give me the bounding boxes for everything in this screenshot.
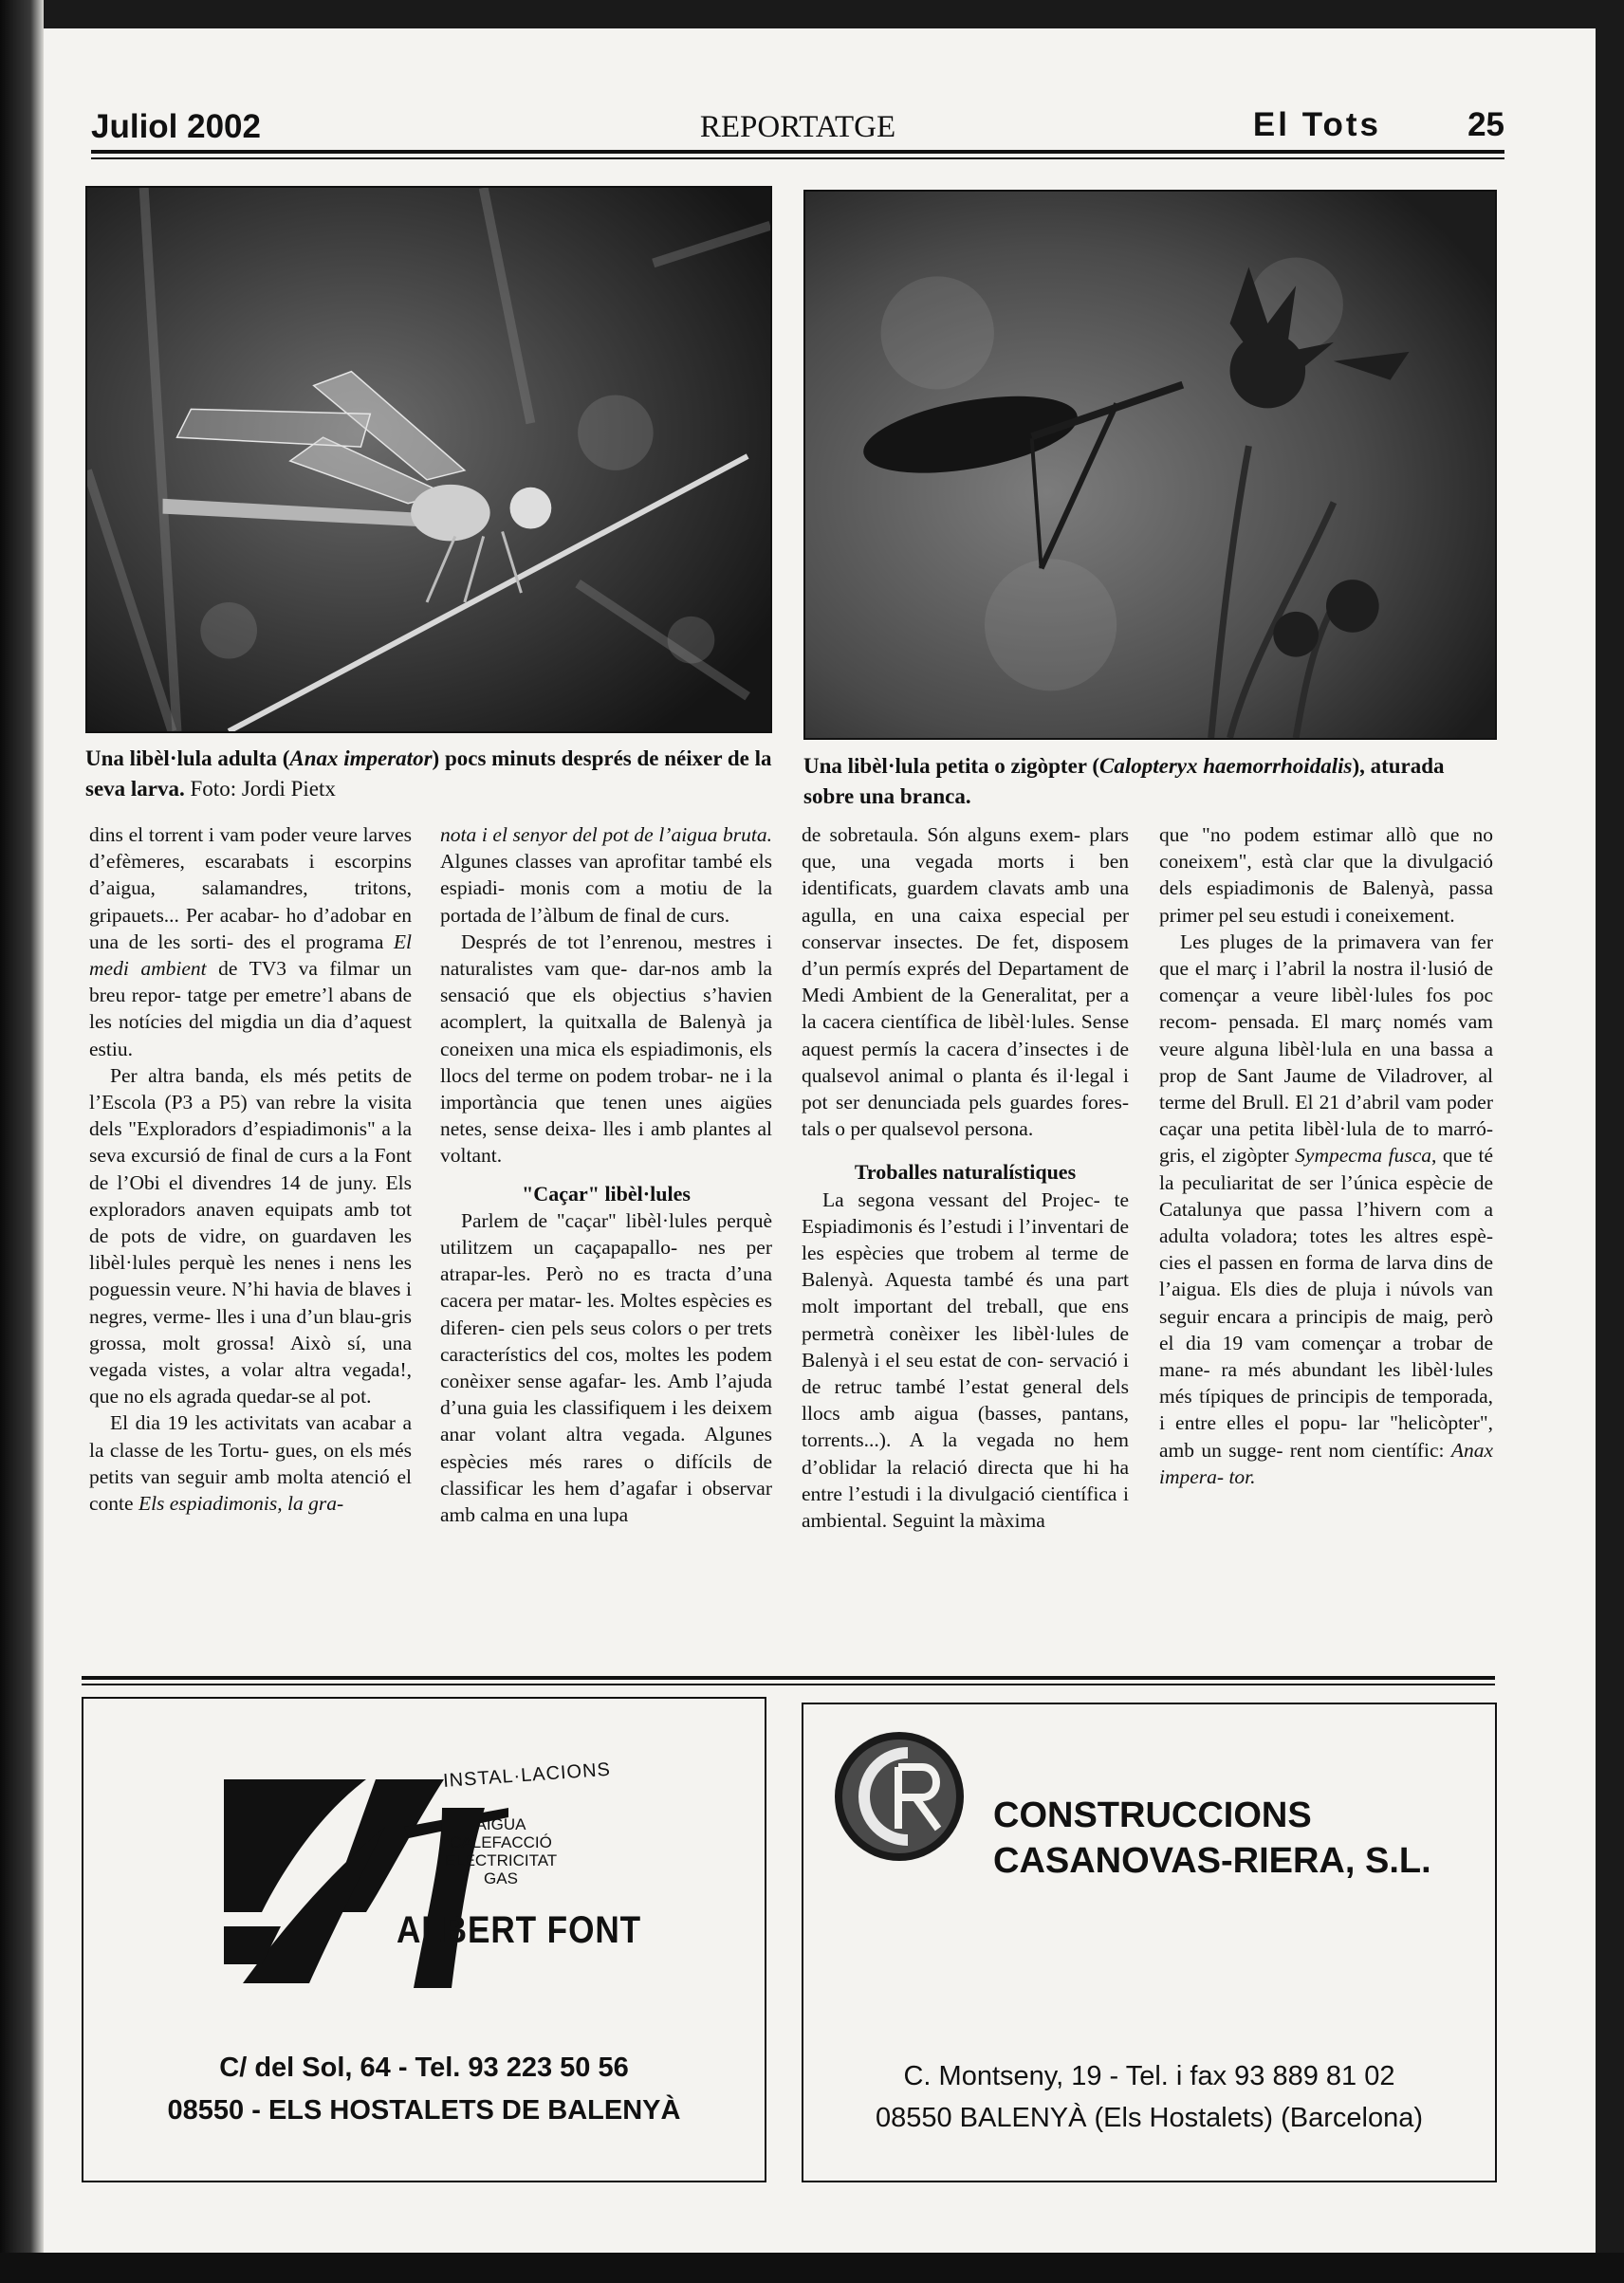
business-address: C. Montseny, 19 - Tel. i fax 93 889 81 02 [903,2061,1395,2091]
caption-text: ) pocs minuts després de néixer de la seva larva. [85,746,772,801]
subheading: "Caçar" libèl·lules [522,1181,691,1206]
business-city: 08550 BALENYÀ (Els Hostalets) (Barcelona) [875,2103,1424,2133]
paragraph: de sobretaula. Són alguns exem- plars que, una vegada morts i ben identificats, guardem clavats amb una agulla, en una caixa especial per conservar insectes. De fet, disposem d’un permís exprés del Departament de Medi Ambient de la Generalitat, per a la cacera científica de libèl·lules. Sense aquest permís la cacera d’insectes i de qualsevol animal o planta és il·legal i pot ser denunciada pels guardes fores- tals o per qualsevol persona. [802,823,1129,1141]
business-city: 08550 - ELS HOSTALETS DE BALENYÀ [167,2095,681,2126]
text-run: Les pluges de la primavera van fer que el març i l’abril la nostra il·lusió de començar a veure libèl·lules fos poc recom- pensada. El març només vam veure alguna libèl·lula en una bassa a prop de Sant Jaume de Viladrover, al terme del Brull. El 21 d’abril vam poder caçar una petita libèl·lula de to marró- gris, el zigòpter [1159,930,1493,1168]
albert-font-ad [82,1697,766,2182]
page-number: 25 [1467,106,1504,143]
subheading: Troballes naturalístiques [854,1160,1077,1185]
text-run: Algunes classes van aprofitar també els espiadi- monis com a motiu de la portada de l’àlbum de final de curs. [440,850,772,927]
dragonfly-photo [85,186,772,733]
species-name: Anax imperator [289,746,433,770]
header-rule-thin [91,157,1504,159]
caption-text: ), aturada sobre una branca. [803,754,1445,808]
program-title: El medi ambient [89,930,412,981]
issue-date: Juliol 2002 [91,108,261,145]
scan-bottom-edge [0,2253,1624,2283]
article-column-1 [89,821,412,1517]
photo-credit: Foto: Jordi Pietx [184,777,336,801]
right-photo-caption [803,751,1497,812]
story-title: nota i el senyor del pot de l’aigua bruta. [440,823,772,846]
paragraph: Per altra banda, els més petits de l’Escola (P3 a P5) van rebre la visita dels "Exploradors d’espiadimonis" a la seva excursió de final de curs a la Font de l’Obi el divendres 14 de juny. Els exploradors anaven equipats amb tot de pots de vidre, on guardaven les libèl·lules perquè les nenes i nens les poguessin veure. N’hi havia de blaves i negres, verme- lles i una d’un blau-gris grossa, molt grossa! Això sí, una vegada vistes, a volar altra vegada!, que no els agrada quedar-se al pot. [89,1063,412,1408]
paragraph: La segona vessant del Projec- te Espiadimonis és l’estudi i l’inventari de les espècies que trobem al terme de Balenyà. Aquesta també és una part molt important del treball, que ens permetrà conèixer les libèl·lules de Balenyà i el seu estat de con- servació i de retruc també l’estat general dels llocs amb aigua (basses, pantans, torrents...). A la vegada no hem d’oblidar la relació directa que hi ha entre l’estudi i la divulgació científica i ambiental. Seguint la màxima [802,1188,1129,1533]
paragraph [440,821,772,929]
ads-divider-rule-thin [82,1684,1495,1685]
page-header [91,104,1504,148]
caption-text: Una libèl·lula petita o zigòpter ( [803,754,1099,778]
header-rule [91,150,1504,154]
paragraph [89,821,412,1062]
paragraph: Després de tot l’enrenou, mestres i naturalistes vam que- dar-nos amb la sensació que els objectius s’havien acomplert, la quitxalla de Balenyà ja coneixen una mica els espiadimonis, els llocs del terme on podem trobar- ne i la importància que tenen unes aigües netes, sense deixa- lles i amb plantes al voltant. [440,930,772,1168]
ads-divider-rule [82,1676,1495,1680]
text-run: , que té la peculiaritat de ser l’única espècie de Catalunya que passa l’hivern com a adulta voladora; totes les altres espè- cies el passen en forma de larva dins de l’aigua. Els dies de pluja i núvols van seguir encara a principis de maig, però el dia 19 vam començar a trobar de mane- ra més abundant les libèl·lules més típiques de principis de temporada, i entre elles el popu- lar "helicòpter", amb un sugge- rent nom científic: [1159,1144,1493,1462]
business-name-line2: CASANOVAS-RIERA, S.L. [993,1841,1431,1881]
text-run: dins el torrent i vam poder veure larves d’efèmeres, escarabats i escorpins d’aigua, salamandres, tritons, gripauets... Per acabar- ho d’adobar en una de les sorti- des el programa [89,823,412,953]
article-column-2 [440,821,772,1528]
paragraph [89,1409,412,1517]
left-photo-caption [85,744,772,804]
business-name-line1: CONSTRUCCIONS [993,1795,1312,1835]
services-list [415,1815,586,1887]
article-column-3 [802,821,1129,1534]
service-item: GAS [484,1869,518,1887]
article-column-4 [1159,821,1493,1490]
caption-text: Una libèl·lula adulta ( [85,746,290,770]
species-name: Sympecma fusca [1295,1144,1431,1168]
service-item: AIGUA [475,1815,526,1833]
installations-label: INSTAL·LACIONS [442,1758,612,1793]
text-run: de TV3 va filmar un breu repor- tatge per emetre’l abans de les notícies del migdia un dia d’aquest estiu. [89,957,412,1060]
section-title: REPORTATGE [699,110,896,144]
service-item: ELECTRICITAT [444,1851,558,1869]
casanovas-riera-ad [802,1703,1497,2182]
species-name: Calopteryx haemorrhoidalis [1098,754,1353,778]
business-name: ALBERT FONT [397,1909,642,1951]
paragraph: Parlem de "caçar" libèl·lules perquè utilitzem un caçapapallo- nes per atrapar-les. Però no es tracta d’una cacera per matar- les. Moltes espècies es diferen- cien pels seus colors o per trets característics del cos, moltes les podem conèixer sense agafar- les. Amb l’ajuda d’una guia les classifiquem i les deixem anar volant altra vegada. Algunes espècies més rares o difícils de classificar les hem d’agafar i observar amb calma en una lupa [440,1208,772,1527]
business-address: C/ del Sol, 64 - Tel. 93 223 50 56 [219,2053,629,2083]
damselfly-photo [803,190,1497,740]
page-gutter-shadow [0,0,44,2283]
paragraph [1159,929,1493,1490]
story-title: Els espiadimonis, la gra- [138,1492,344,1516]
publication-name: El Tots [1252,106,1381,143]
service-item: CALEFACCIÓ [450,1833,552,1851]
paragraph: que "no podem estimar allò que no coneixem", està clar que la divulgació dels espiadimonis de Balenyà, passa primer pel seu estudi i coneixement. [1159,823,1493,927]
text-run: El dia 19 les activitats van acabar a la classe de les Tortu- gues, on els més petits van seguir amb molta atenció el conte [89,1411,412,1516]
species-name: Anax impera- tor. [1159,1438,1493,1488]
cr-circle-logo-icon [832,1729,967,1864]
